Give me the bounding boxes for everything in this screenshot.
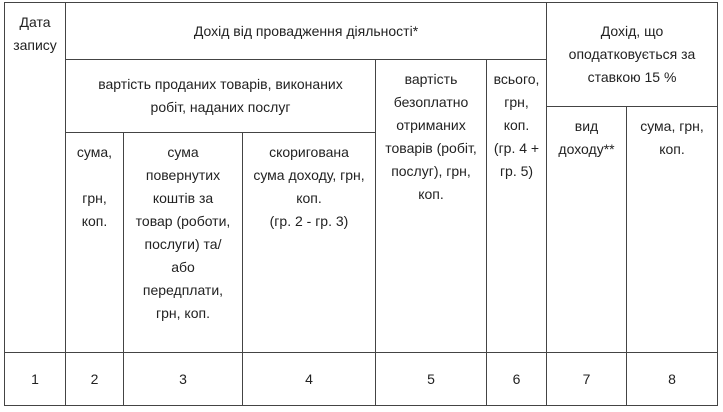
header-taxed-sum: сума, грн, коп.	[626, 106, 718, 352]
header-date: Дата запису	[4, 2, 65, 352]
header-returned: сума повернутих коштів за товар (роботи, послуги) та/ або передплати, грн, коп.	[123, 132, 242, 352]
header-income: Дохід від провадження діяльності*	[65, 2, 546, 59]
header-sold-value: вартість проданих товарів, виконаних робіт, наданих послуг	[65, 59, 375, 132]
header-income-type: вид доходу**	[546, 106, 626, 352]
column-number: 4	[242, 352, 375, 406]
column-number: 6	[486, 352, 546, 406]
header-adjusted: скоригована сума доходу, грн, коп. (гр. 2 - гр. 3)	[242, 132, 375, 352]
column-number: 8	[626, 352, 718, 406]
income-table	[4, 2, 718, 406]
header-total: всього, грн, коп. (гр. 4 + гр. 5)	[486, 59, 546, 352]
column-number: 7	[546, 352, 626, 406]
header-sum: сума, грн, коп.	[65, 132, 123, 352]
column-number: 3	[123, 352, 242, 406]
header-taxed-income: Дохід, що оподатковується за ставкою 15 %	[546, 2, 718, 106]
column-number: 1	[4, 352, 65, 406]
column-number: 2	[65, 352, 123, 406]
column-number: 5	[375, 352, 486, 406]
header-free-value: вартість безоплатно отриманих товарів (робіт, послуг), грн, коп.	[375, 59, 486, 352]
